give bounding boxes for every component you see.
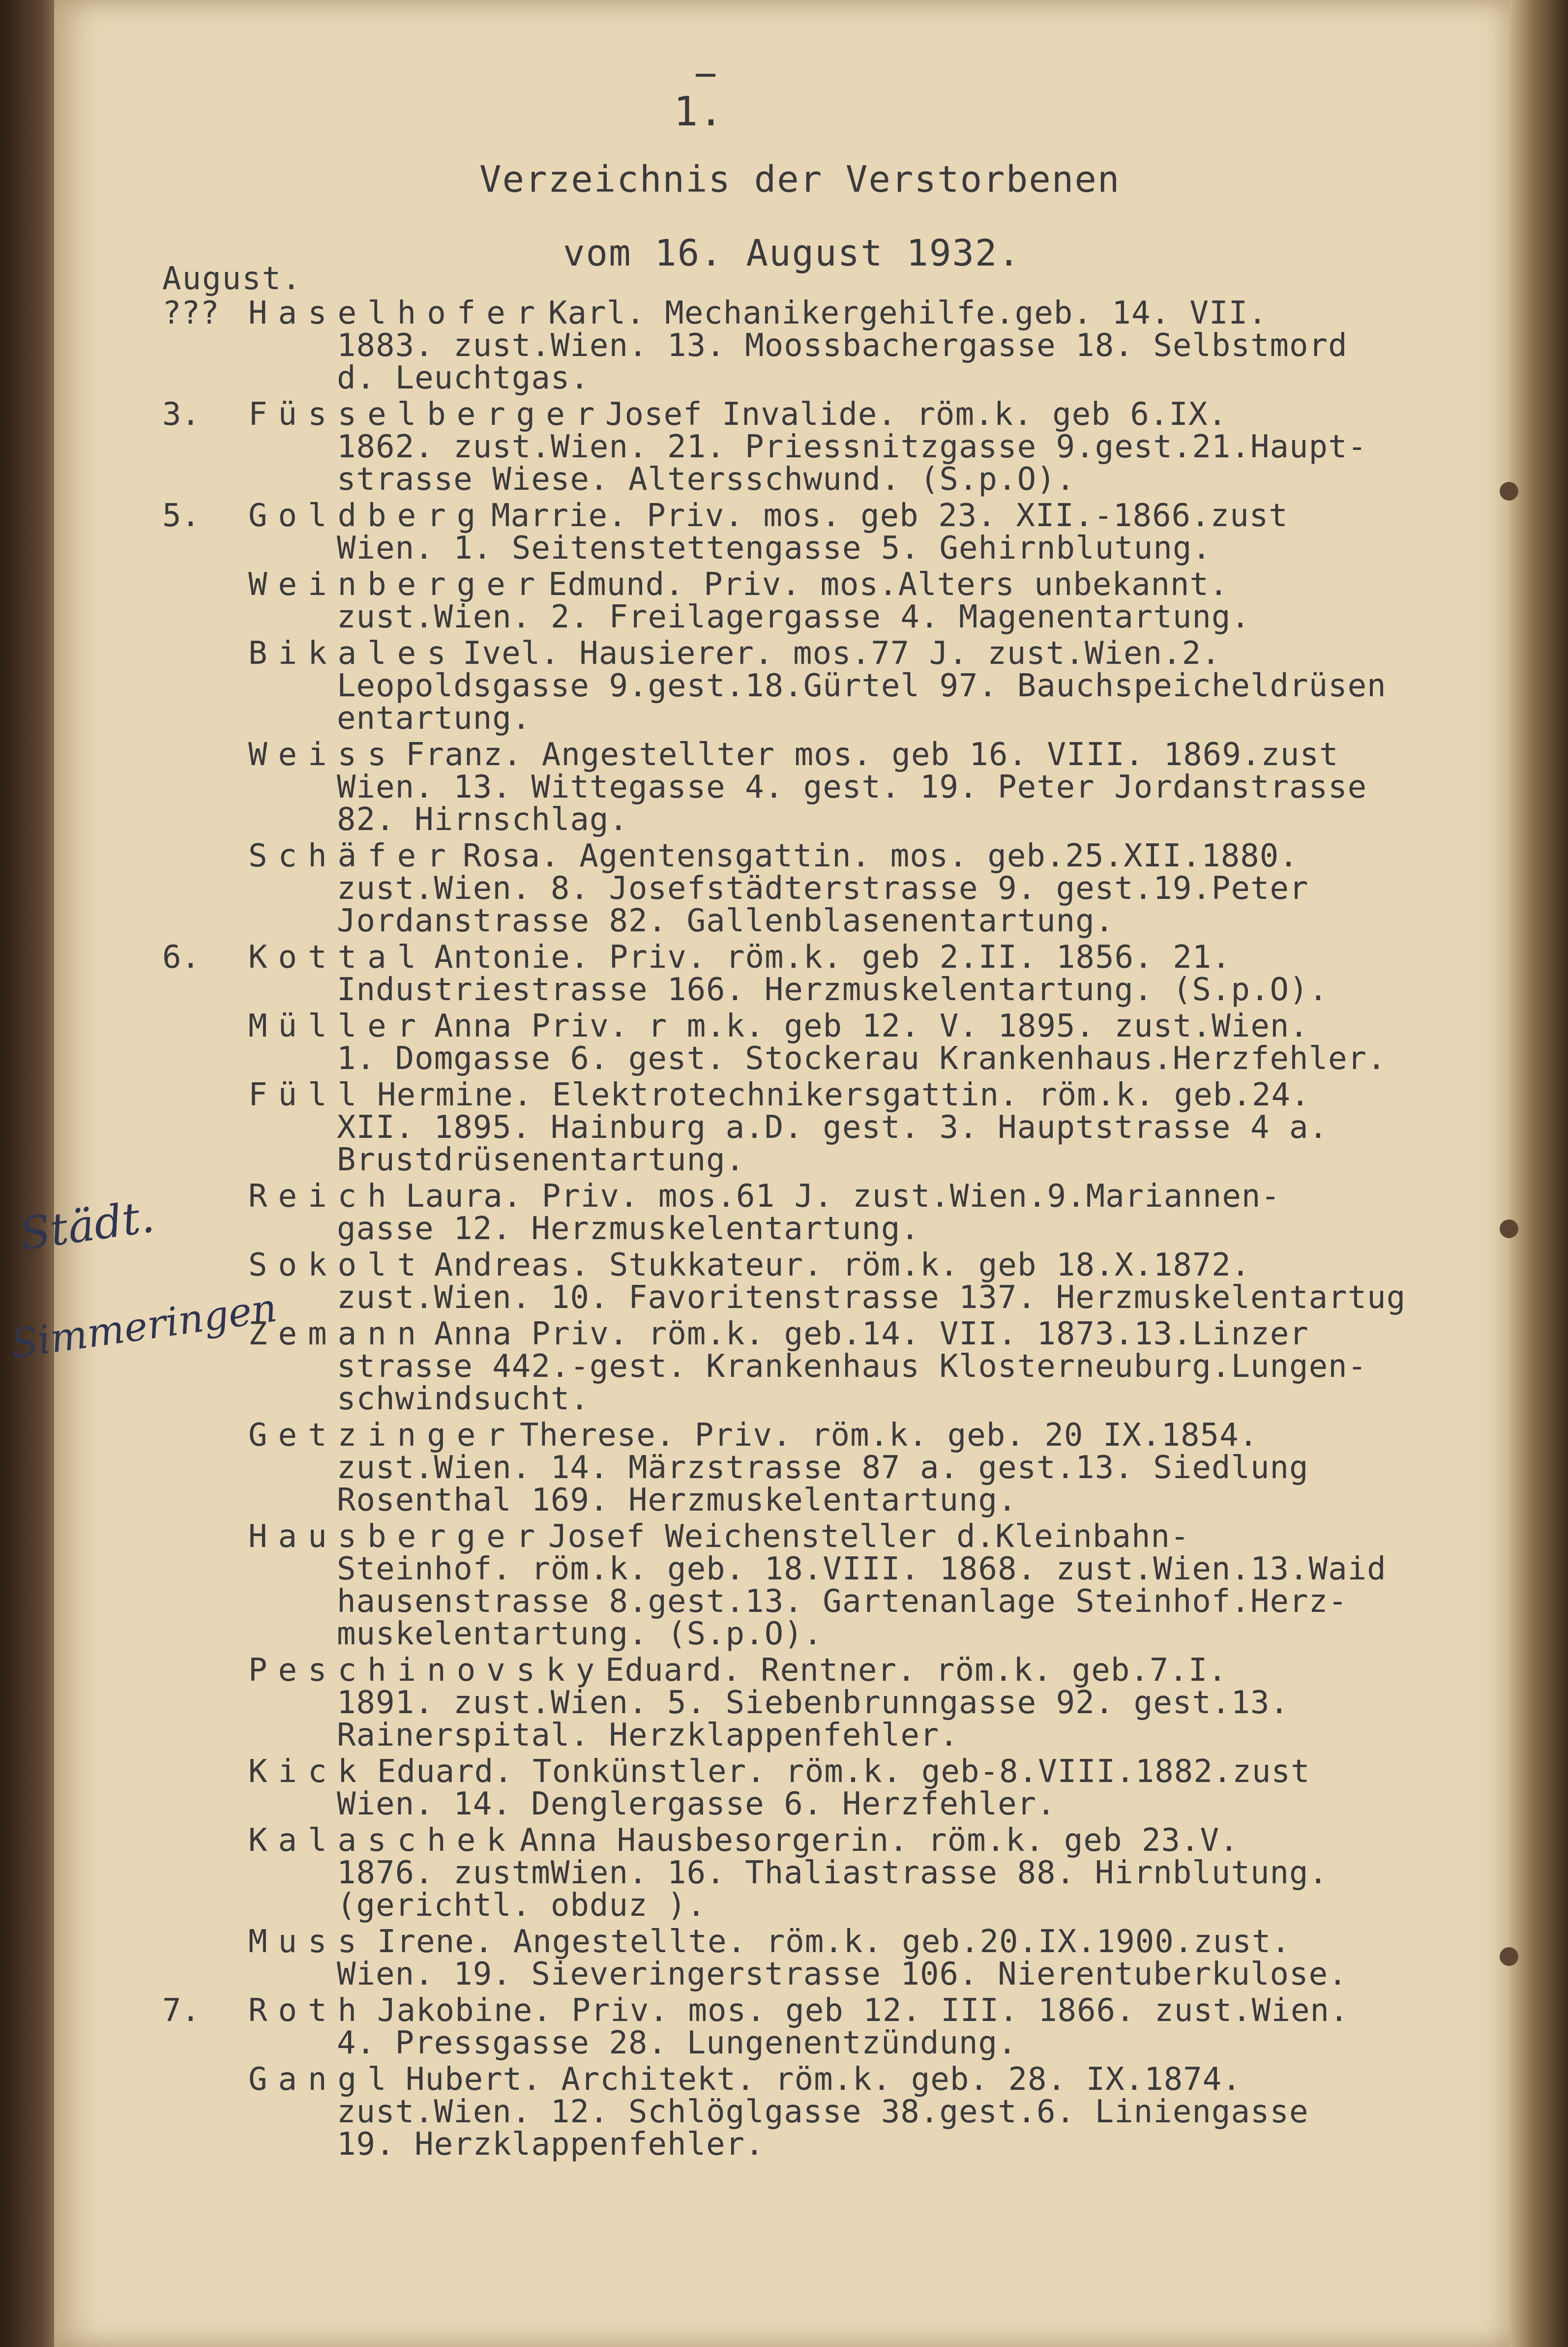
- entry-text-line: Franz. Angestellter mos. geb 16. VIII. 1869.zust: [406, 737, 1339, 773]
- entry-surname: Peschinovsky: [248, 1652, 606, 1689]
- entry-surname: Bikales: [248, 635, 457, 672]
- binding-hole: [1500, 482, 1518, 501]
- entry-text-line: 1. Domgasse 6. gest. Stockerau Krankenhaus.Herzfehler.: [337, 1040, 1387, 1077]
- entry-text-line: Wien. 13. Wittegasse 4. gest. 19. Peter Jordanstrasse: [337, 769, 1367, 805]
- entry-text-line: zust.Wien. 10. Favoritenstrasse 137. Herzmuskelentartug: [337, 1279, 1406, 1316]
- entry-text-line: Leopoldsgasse 9.gest.18.Gürtel 97. Bauchspeicheldrüsen: [337, 668, 1387, 704]
- entry-text-line: XII. 1895. Hainburg a.D. gest. 3. Hauptstrasse 4 a.: [337, 1109, 1329, 1146]
- entry-text-line: 82. Hirnschlag.: [337, 802, 628, 838]
- entry-text-line: Jakobine. Priv. mos. geb 12. III. 1866. zust.Wien.: [377, 1992, 1349, 2029]
- entry-text-line: (gerichtl. obduz ).: [337, 1887, 707, 1924]
- document-title: Verzeichnis der Verstorbenen: [479, 158, 1121, 201]
- entry-day: ???: [162, 295, 219, 331]
- entry-day: 7.: [162, 1992, 201, 2029]
- entry-surname: Getzinger: [248, 1417, 516, 1454]
- top-dash: [696, 74, 715, 77]
- binding-hole: [1500, 1947, 1518, 1966]
- entry-text-line: muskelentartung. (S.p.O).: [337, 1616, 823, 1652]
- entry-text-line: Brustdrüsenentartung.: [337, 1142, 745, 1178]
- entry-text-line: gasse 12. Herzmuskelentartung.: [337, 1211, 920, 1247]
- entry-text-line: Laura. Priv. mos.61 J. zust.Wien.9.Mariannen-: [406, 1178, 1280, 1215]
- entry-surname: Kalaschek: [248, 1822, 516, 1859]
- entry-text-line: Marrie. Priv. mos. geb 23. XII.-1866.zust: [491, 498, 1288, 534]
- entry-text-line: Wien. 1. Seitenstettengasse 5. Gehirnblutung.: [337, 530, 1212, 566]
- entry-text-line: Rainerspital. Herzklappenfehler.: [337, 1717, 959, 1753]
- entry-text-line: zust.Wien. 12. Schlöglgasse 38.gest.6. Liniengasse: [337, 2094, 1309, 2130]
- entry-text-line: zust.Wien. 8. Josefstädterstrasse 9. gest.19.Peter: [337, 870, 1309, 907]
- entry-text-line: entartung.: [337, 700, 532, 737]
- binding-hole: [1500, 1219, 1518, 1238]
- page-edge: [1509, 0, 1568, 2347]
- entry-text-line: 4. Pressgasse 28. Lungenentzündung.: [337, 2025, 1017, 2061]
- entry-surname: Füsselberger: [248, 396, 606, 433]
- entry-surname: Kick: [248, 1753, 368, 1790]
- entry-surname: Füll: [248, 1077, 368, 1113]
- entry-surname: Hausberger: [248, 1518, 546, 1555]
- entry-surname: Kottal: [248, 939, 427, 976]
- entry-surname: Zemann: [248, 1316, 427, 1352]
- entry-text-line: 1883. zust.Wien. 13. Moossbachergasse 18. Selbstmord: [337, 327, 1348, 364]
- entry-surname: Weinberger: [248, 566, 546, 603]
- month-label: August.: [162, 261, 302, 297]
- entry-text-line: Andreas. Stukkateur. röm.k. geb 18.X.1872.: [434, 1247, 1251, 1283]
- entry-surname: Muss: [248, 1924, 368, 1960]
- entry-text-line: schwindsucht.: [337, 1381, 590, 1417]
- entry-text-line: Irene. Angestellte. röm.k. geb.20.IX.1900.zust.: [377, 1924, 1291, 1960]
- entry-text-line: Eduard. Tonkünstler. röm.k. geb-8.VIII.1882.zust: [377, 1753, 1310, 1790]
- entry-text-line: Anna Priv. röm.k. geb.14. VII. 1873.13.Linzer: [434, 1316, 1309, 1352]
- entry-text-line: Josef Invalide. röm.k. geb 6.IX.: [605, 396, 1227, 433]
- entry-surname: Gangl: [248, 2061, 397, 2098]
- entry-surname: Müller: [248, 1008, 427, 1044]
- entry-text-line: Wien. 14. Denglergasse 6. Herzfehler.: [337, 1786, 1056, 1822]
- entry-text-line: Karl. Mechanikergehilfe.geb. 14. VII.: [548, 295, 1268, 331]
- entry-text-line: Eduard. Rentner. röm.k. geb.7.I.: [605, 1652, 1227, 1689]
- entry-surname: Weiss: [248, 737, 397, 773]
- entry-text-line: Jordanstrasse 82. Gallenblasenentartung.: [337, 903, 1115, 939]
- entry-text-line: Wien. 19. Sieveringerstrasse 106. Nierentuberkulose.: [337, 1956, 1348, 1992]
- entry-text-line: hausenstrasse 8.gest.13. Gartenanlage Steinhof.Herz-: [337, 1583, 1348, 1620]
- entry-text-line: Antonie. Priv. röm.k. geb 2.II. 1856. 21.: [434, 939, 1231, 976]
- entry-text-line: 1876. zustmWien. 16. Thaliastrasse 88. Hirnblutung.: [337, 1855, 1329, 1891]
- entry-text-line: Industriestrasse 166. Herzmuskelentartung. (S.p.O).: [337, 972, 1329, 1008]
- page-number: 1.: [674, 89, 724, 135]
- entry-text-line: strasse 442.-gest. Krankenhaus Klosterneuburg.Lungen-: [337, 1348, 1367, 1385]
- entry-surname: Goldberg: [248, 498, 487, 534]
- entry-text-line: Therese. Priv. röm.k. geb. 20 IX.1854.: [520, 1417, 1259, 1454]
- entry-day: 6.: [162, 939, 201, 976]
- document-subtitle: vom 16. August 1932.: [563, 232, 1021, 274]
- entry-text-line: Rosa. Agentensgattin. mos. geb.25.XII.1880.: [463, 838, 1299, 874]
- entry-text-line: Rosenthal 169. Herzmuskelentartung.: [337, 1482, 1017, 1518]
- entry-text-line: Anna Hausbesorgerin. röm.k. geb 23.V.: [520, 1822, 1239, 1859]
- entry-surname: Schäfer: [248, 838, 457, 874]
- entry-text-line: Anna Priv. r m.k. geb 12. V. 1895. zust.Wien.: [434, 1008, 1309, 1044]
- entry-text-line: Edmund. Priv. mos.Alters unbekannt.: [548, 566, 1229, 603]
- entry-day: 5.: [162, 498, 201, 534]
- entry-text-line: Hermine. Elektrotechnikersgattin. röm.k. geb.24.: [377, 1077, 1310, 1113]
- entry-surname: Haselhofer: [248, 295, 546, 331]
- entry-text-line: 1891. zust.Wien. 5. Siebenbrunngasse 92. gest.13.: [337, 1685, 1290, 1721]
- entry-text-line: 1862. zust.Wien. 21. Priessnitzgasse 9.gest.21.Haupt-: [337, 429, 1367, 465]
- entry-text-line: 19. Herzklappenfehler.: [337, 2126, 765, 2163]
- entry-day: 3.: [162, 396, 201, 433]
- entry-surname: Sokolt: [248, 1247, 427, 1283]
- entry-text-line: Josef Weichensteller d.Kleinbahn-: [548, 1518, 1190, 1555]
- margin-note: Städt.: [17, 1190, 157, 1261]
- entry-text-line: Hubert. Architekt. röm.k. geb. 28. IX.1874.: [406, 2061, 1242, 2098]
- entry-text-line: d. Leuchtgas.: [337, 360, 590, 396]
- entry-text-line: zust.Wien. 14. Märzstrasse 87 a. gest.13. Siedlung: [337, 1450, 1309, 1486]
- entry-text-line: strasse Wiese. Altersschwund. (S.p.O).: [337, 461, 1076, 498]
- entry-surname: Reich: [248, 1178, 397, 1215]
- margin-note: Simmeringen: [8, 1284, 280, 1367]
- entry-surname: Roth: [248, 1992, 368, 2029]
- entry-text-line: Steinhof. röm.k. geb. 18.VIII. 1868. zust.Wien.13.Waid: [337, 1551, 1387, 1587]
- entry-text-line: zust.Wien. 2. Freilagergasse 4. Magenentartung.: [337, 599, 1250, 635]
- entry-text-line: Ivel. Hausierer. mos.77 J. zust.Wien.2.: [463, 635, 1221, 672]
